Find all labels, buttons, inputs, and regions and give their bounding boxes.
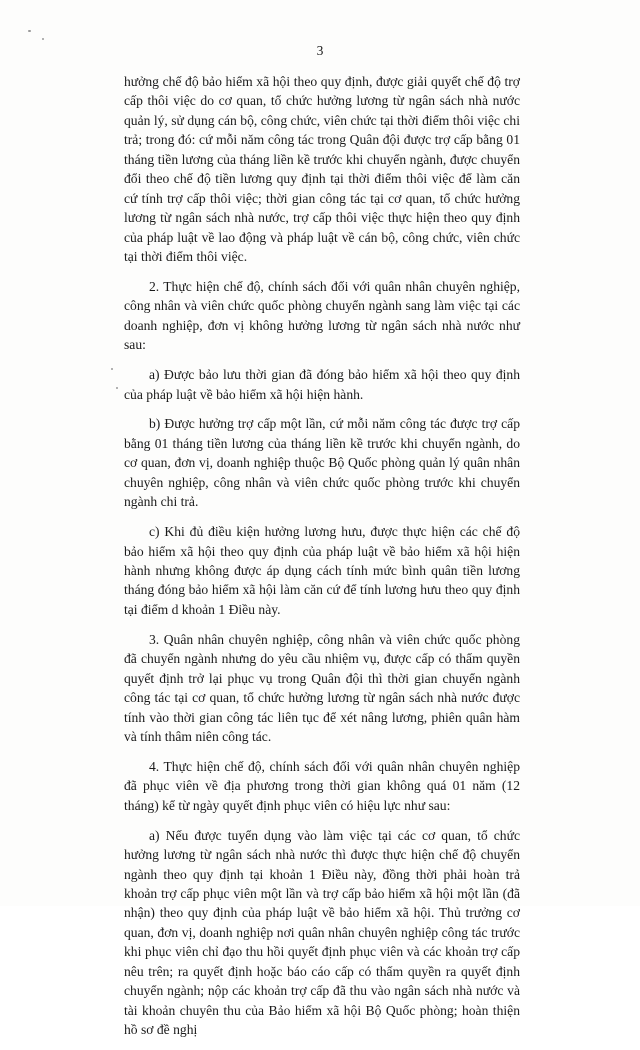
paragraph-item-2a: a) Được bảo lưu thời gian đã đóng bảo hiểm xã hội theo quy định của pháp luật về bảo hiểm xã hội hiện hành. (124, 367, 520, 402)
paragraph-section-2: 2. Thực hiện chế độ, chính sách đối với quân nhân chuyên nghiệp, công nhân và viên chức quốc phòng chuyển ngành sang làm việc tại các doanh nghiệp, đơn vị không hưởng lương từ ngân sách nhà nước như sau: (124, 278, 520, 353)
paragraph-item-2c: c) Khi đủ điều kiện hưởng lương hưu, được thực hiện các chế độ bảo hiểm xã hội theo quy định của pháp luật về bảo hiểm xã hội hiện hành nhưng không được áp dụng cách tính mức bình quân tiền lương tháng đóng bảo hiểm xã hội làm căn cứ để tính lương hưu theo quy định tại điểm d khoản 1 Điều này. (124, 524, 520, 617)
paragraph-item-2b: b) Được hưởng trợ cấp một lần, cứ mỗi năm công tác được trợ cấp bằng 01 tháng tiền lương của tháng liền kề trước khi chuyển ngành, do cơ quan, đơn vị, doanh nghiệp thuộc Bộ Quốc phòng quản lý quân nhân chuyên nghiệp, công nhân và viên chức quốc phòng trước khi chuyển ngành chi trả. (124, 416, 520, 510)
paragraph-section-3: 3. Quân nhân chuyên nghiệp, công nhân và viên chức quốc phòng đã chuyển ngành nhưng do yêu cầu nhiệm vụ, được cấp có thẩm quyền quyết định trở lại phục vụ trong Quân đội thì thời gian chuyển ngành công tác tại cơ quan, tổ chức hưởng lương từ ngân sách nhà nước được tính vào thời gian công tác liên tục để xét nâng lương, phiên quân hàm và tính thâm niên công tác. (124, 631, 520, 744)
document-body (124, 72, 520, 1050)
scan-speck (28, 30, 31, 32)
paragraph-continuation: hưởng chế độ bảo hiểm xã hội theo quy định, được giải quyết chế độ trợ cấp thôi việc do cơ quan, tổ chức hưởng lương từ ngân sách nhà nước quản lý, sử dụng cán bộ, công chức, viên chức tại thời điểm thôi việc chi trả; trong đó: cứ mỗi năm công tác trong Quân đội được trợ cấp bằng 01 tháng tiền lương của tháng liền kề trước khi chuyển ngành, được chuyển đổi theo chế độ tiền lương quy định tại thời điểm thôi việc để làm căn cứ tính trợ cấp thôi việc; thời gian công tác tại cơ quan, tổ chức hưởng lương từ ngân sách nhà nước, trợ cấp thôi việc thực hiện theo quy định của pháp luật về lao động và pháp luật về cán bộ, công chức, viên chức tại thời điểm thôi việc. (124, 74, 520, 265)
page-number: 3 (316, 43, 324, 58)
scan-speck (116, 387, 118, 389)
scan-speck (42, 38, 44, 40)
paragraph-item-4a: a) Nếu được tuyển dụng vào làm việc tại các cơ quan, tổ chức hưởng lương từ ngân sách nhà nước thì được thực hiện chế độ chuyển ngành theo quy định tại khoản 1 Điều này, đồng thời phải hoàn trả khoản trợ cấp phục viên một lần và trợ cấp bảo hiểm xã hội một lần (đã nhận) theo quy định của pháp luật về bảo hiểm xã hội. Thủ trưởng cơ quan, đơn vị, doanh nghiệp nơi quân nhân chuyên nghiệp công tác trước khi phục viên chỉ đạo thu hồi quyết định phục viên và các khoản trợ cấp nêu trên; ra quyết định hoặc báo cáo cấp có thẩm quyền ra quyết định chuyển ngành; nộp các khoản trợ cấp đã thu vào ngân sách nhà nước và tài khoản chuyên thu của Bảo hiểm xã hội Bộ Quốc phòng; hoàn thiện hồ sơ đề nghị (124, 827, 520, 1038)
scan-speck (111, 368, 113, 370)
paragraph-section-4: 4. Thực hiện chế độ, chính sách đối với quân nhân chuyên nghiệp đã phục viên về địa phương trong thời gian không quá 01 năm (12 tháng) kể từ ngày quyết định phục viên có hiệu lực như sau: (124, 758, 520, 813)
